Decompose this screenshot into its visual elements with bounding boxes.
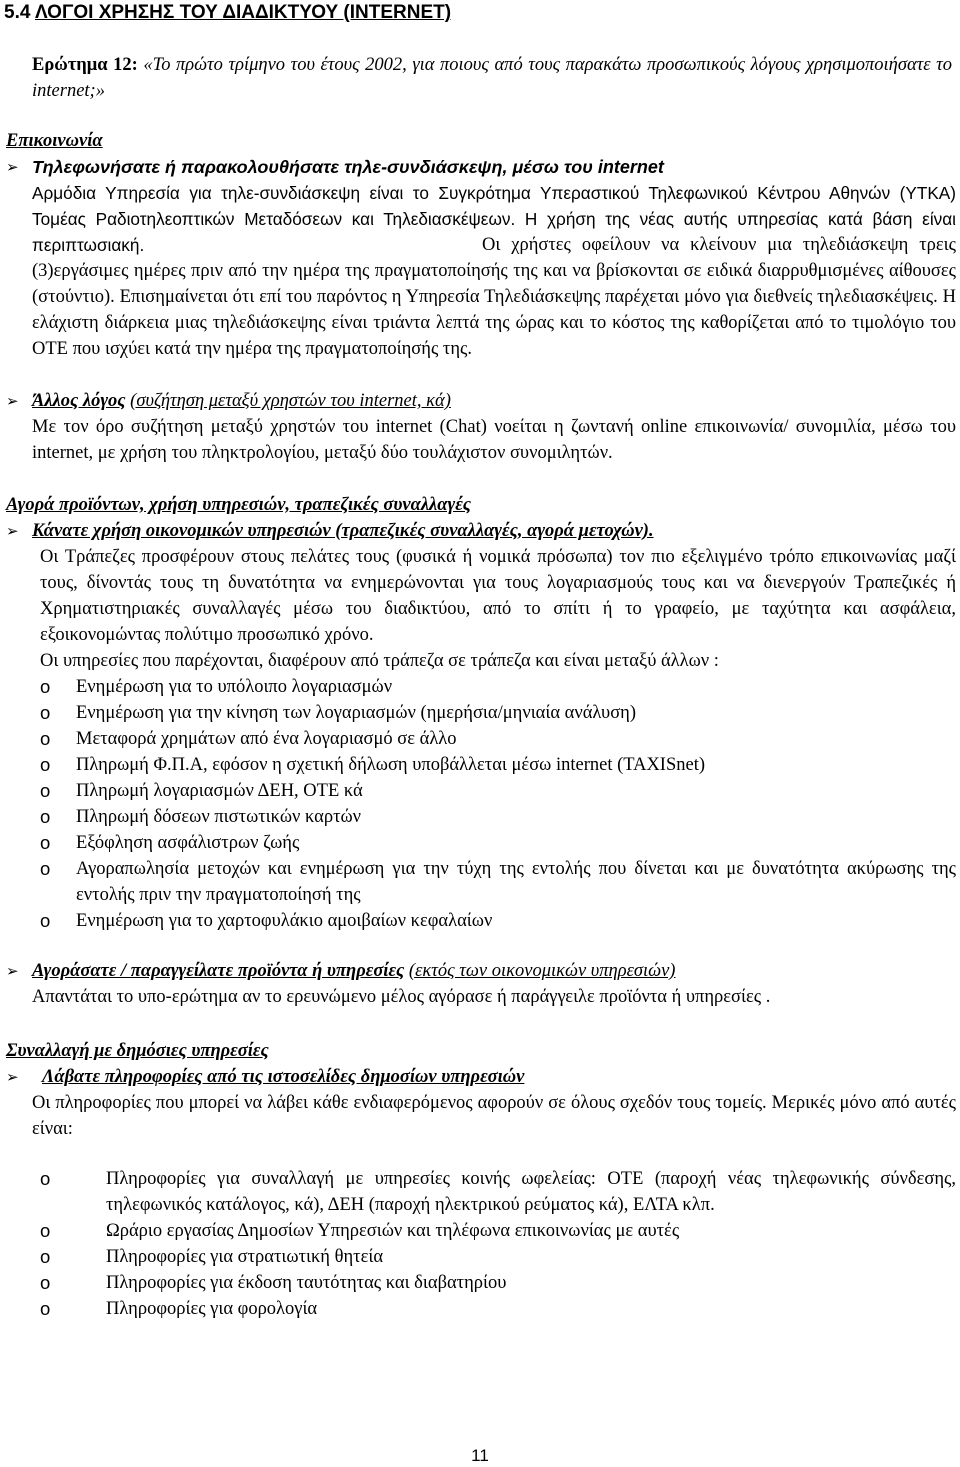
list-item: o Ωράριο εργασίας Δημοσίων Υπηρεσιών και τηλέφωνα επικοινωνίας με αυτές: [40, 1218, 956, 1244]
bullet-financial-services: [6, 518, 956, 544]
other-reason-subtitle: (συζήτηση μεταξύ χρηστών του internet, κά): [130, 391, 451, 411]
list-item: o Μεταφορά χρημάτων από ένα λογαριασμό σε άλλο: [40, 726, 956, 752]
list-item: o Αγοραπωλησία μετοχών και ενημέρωση για την τύχη της εντολής που δίνεται και με δυνατότητα ακύρωσης της εντολής πριν την πραγματοποίησή της: [40, 856, 956, 908]
public-title-text: Συναλλαγή με δημόσιες υπηρεσίες: [6, 1041, 269, 1061]
financial-services-intro-text: Οι υπηρεσίες που παρέχονται, διαφέρουν από τράπεζα σε τράπεζα και είναι μεταξύ άλλων :: [40, 651, 719, 671]
list-item: o Ενημέρωση για το υπόλοιπο λογαριασμών: [40, 674, 956, 700]
list-item: o Ενημέρωση για την κίνηση των λογαριασμών (ημερήσια/μηνιαία ανάλυση): [40, 700, 956, 726]
public-info-title: Λάβατε πληροφορίες από τις ιστοσελίδες δημοσίων υπηρεσιών: [42, 1067, 525, 1087]
teleconference-body-text: Αρμόδια Υπηρεσία για τηλε-συνδιάσκεψη είναι το Συγκρότημα Υπεραστικού Τηλεφωνικού Κέντρου Αθηνών (ΥΤΚΑ) Τομέας Ραδιοτηλεοπτικών Μεταδόσεων και Τηλεδιασκέψεων. Η χρήση της νέας αυτής υπηρεσίας κατά βάση είναι περιπτωσιακή.: [32, 183, 956, 255]
bullet-marker: o: [40, 728, 51, 749]
bullet-marker: o: [40, 1272, 51, 1293]
bullet-marker: o: [40, 754, 51, 775]
arrow-bullet-icon: ➢: [6, 522, 19, 540]
section-heading: [4, 2, 451, 24]
arrow-bullet-icon: ➢: [6, 962, 19, 980]
bullet-marker: o: [40, 1220, 51, 1241]
bullet-marker: o: [40, 806, 51, 827]
list-item: o Πληροφορίες για έκδοση ταυτότητας και διαβατηρίου: [40, 1270, 956, 1296]
page-number: 11: [471, 1446, 489, 1465]
question-block: [32, 52, 952, 104]
bullet-buy-products: [6, 958, 956, 984]
list-item: o Ενημέρωση για το χαρτοφυλάκιο αμοιβαίων κεφαλαίων: [40, 908, 956, 934]
list-item: o Πληροφορίες για στρατιωτική θητεία: [40, 1244, 956, 1270]
bullet-public-info: [6, 1064, 956, 1090]
teleconference-title: Τηλεφωνήσατε ή παρακολουθήσατε τηλε-συνδιάσκεψη, μέσω του internet: [32, 157, 664, 177]
list-item: o Πληρωμή δόσεων πιστωτικών καρτών: [40, 804, 956, 830]
public-info-list: [40, 1166, 956, 1322]
question-text: «Το πρώτο τρίμηνο του έτους 2002, για ποιους από τους παρακάτω προσωπικούς λόγους χρησιμοποιήσατε το internet;»: [32, 55, 952, 101]
section-title: ΛΟΓΟΙ ΧΡΗΣΗΣ ΤΟΥ ΔΙΑΔΙΚΤΥΟΥ (INTERNET): [35, 2, 452, 23]
public-title: [6, 1038, 956, 1064]
financial-services-body: [40, 544, 956, 648]
bullet-other-reason: [6, 388, 956, 414]
list-item: o Πληρωμή Φ.Π.Α, εφόσον η σχετική δήλωση υποβάλλεται μέσω internet (TAXISnet): [40, 752, 956, 778]
other-reason-body-text: Με τον όρο συζήτηση μεταξύ χρηστών του internet (Chat) νοείται η ζωντανή online επικοινωνία/ συνομιλία, μέσω του internet, με χρήση του πληκτρολογίου, μεταξύ δύο τουλάχιστον συνομιλητών.: [32, 417, 956, 463]
teleconference-body-2-text: Οι χρήστες οφείλουν να κλείνουν μια τηλεδιάσκεψη τρεις (3)εργάσιμες ημέρες πριν από την ημέρα της πραγματοποίησής της και να βρίσκονται σε ειδικά διαρρυθμισμένες αίθουσες (στούντιο). Επισημαίνεται ότι επί του παρόντος η Υπηρεσία Τηλεδιάσκεψης παρέχεται μόνο για διεθνείς τηλεδιασκέψεις. Η ελάχιστη διάρκεια μιας τηλεδιάσκεψης είναι τριάντα λεπτά της ώρας και το κόστος της καθορίζεται από το τιμολόγιο του ΟΤΕ που ισχύει κατά την ημέρα της πραγματοποίησής της.: [32, 235, 956, 359]
bullet-marker: o: [40, 858, 51, 879]
bullet-marker: o: [40, 832, 51, 853]
bullet-marker: o: [40, 676, 51, 697]
communication-title-text: Επικοινωνία: [6, 131, 103, 151]
bullet-marker: o: [40, 780, 51, 801]
buy-products-title: Αγοράσατε / παραγγείλατε προϊόντα ή υπηρεσίες: [32, 961, 405, 981]
buy-products-body-text: Απαντάται το υπο-ερώτημα αν το ερευνώμενο μέλος αγόρασε ή παράγγειλε προϊόντα ή υπηρεσίες .: [32, 987, 771, 1007]
buy-products-body: [32, 984, 956, 1010]
financial-services-body-text: Οι Τράπεζες προσφέρουν στους πελάτες τους (φυσικά ή νομικά πρόσωπα) τον πιο εξελιγμένο τρόπο επικοινωνίας μαζί τους, δίνοντάς τους τη δυνατότητα να ενημερώνονται για τους λογαριασμούς τους και να διενεργούν Τραπεζικές ή Χρηματιστηριακές συναλλαγές μέσω του διαδικτύου, από το σπίτι ή το γραφείο, με ταχύτητα και ασφάλεια, εξοικονομώντας πολύτιμο προσωπικό χρόνο.: [40, 547, 956, 645]
public-info-body: [32, 1090, 956, 1142]
teleconference-body-2: [32, 232, 956, 362]
question-label: Ερώτημα 12:: [32, 55, 138, 75]
other-reason-title: Άλλος λόγος: [32, 391, 126, 411]
bullet-marker: o: [40, 1298, 51, 1319]
bullet-marker: o: [40, 702, 51, 723]
commerce-title-text: Αγορά προϊόντων, χρήση υπηρεσιών, τραπεζικές συναλλαγές: [6, 495, 472, 515]
bullet-marker: o: [40, 1168, 51, 1189]
list-item: o Πληροφορίες για φορολογία: [40, 1296, 956, 1322]
financial-services-intro: [40, 648, 956, 674]
bullet-teleconference: [6, 154, 956, 180]
section-number: 5.4: [4, 2, 31, 23]
list-item: o Πληρωμή λογαριασμών ΔΕΗ, ΟΤΕ κά: [40, 778, 956, 804]
commerce-title: [6, 492, 956, 518]
public-info-body-text: Οι πληροφορίες που μπορεί να λάβει κάθε ενδιαφερόμενος αφορούν σε όλους σχεδόν τους τομείς. Μερικές μόνο από αυτές είναι:: [32, 1093, 956, 1139]
bullet-marker: o: [40, 910, 51, 931]
arrow-bullet-icon: ➢: [6, 1068, 19, 1086]
bullet-marker: o: [40, 1246, 51, 1267]
communication-title: [6, 128, 956, 154]
list-item: o Εξόφληση ασφάλιστρων ζωής: [40, 830, 956, 856]
arrow-bullet-icon: ➢: [6, 158, 19, 176]
financial-services-title: Κάνατε χρήση οικονομικών υπηρεσιών (τραπεζικές συναλλαγές, αγορά μετοχών).: [32, 521, 654, 541]
buy-products-subtitle: (εκτός των οικονομικών υπηρεσιών): [408, 961, 676, 981]
bank-services-list: [40, 674, 956, 934]
arrow-bullet-icon: ➢: [6, 392, 19, 410]
other-reason-body: [32, 414, 956, 466]
list-item: o Πληροφορίες για συναλλαγή με υπηρεσίες κοινής ωφελείας: ΟΤΕ (παροχή νέας τηλεφωνικής σύνδεσης, τηλεφωνικός κατάλογος, κά), ΔΕΗ (παροχή ηλεκτρικού ρεύματος κά), ΕΛΤΑ κλπ.: [40, 1166, 956, 1218]
